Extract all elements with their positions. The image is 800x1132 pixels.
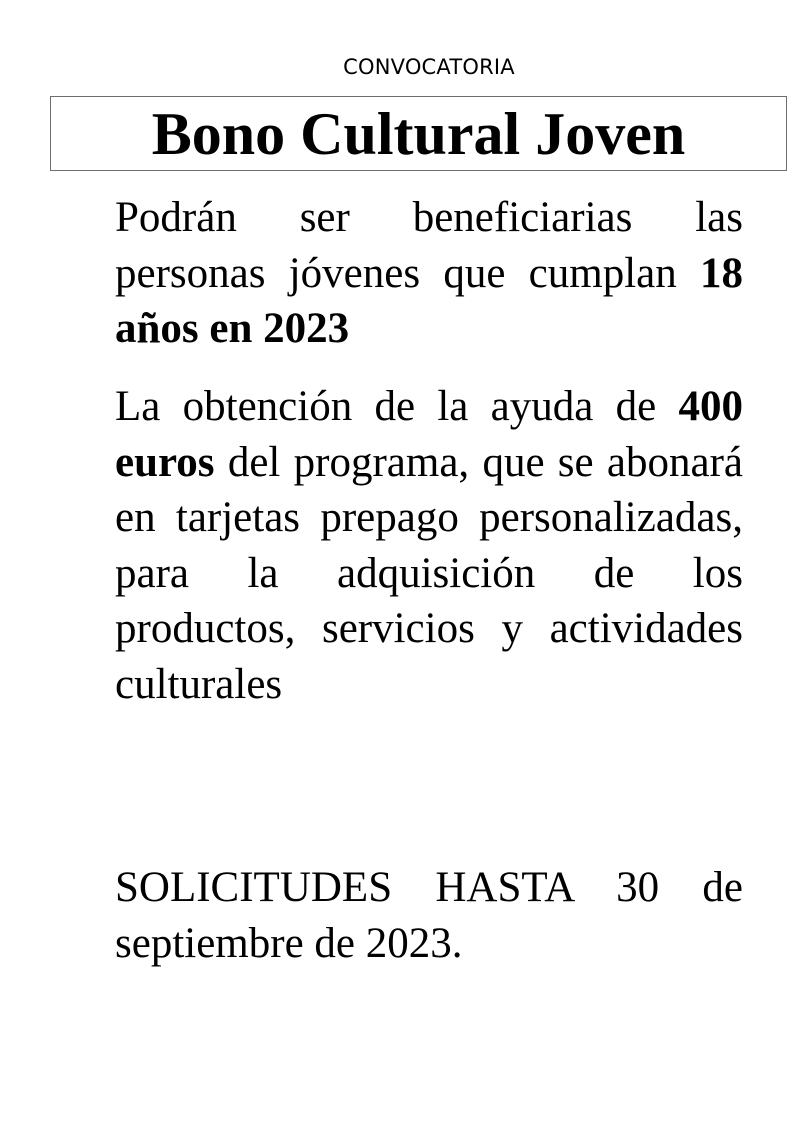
benefit-amount-highlight: 400 euros (115, 383, 743, 486)
deadline-text: SOLICITUDES HASTA 30 de septiembre de 2023. (115, 864, 743, 967)
benefit-lead-text: La obtención de la ayuda de (115, 383, 679, 430)
eligibility-paragraph (115, 190, 743, 357)
document-title: Bono Cultural Joven (151, 100, 686, 167)
title-box (50, 96, 787, 171)
benefit-rest-text: del programa, que se abonará en tarjetas prepago personalizadas, para la adquisición de los productos, servicios y actividades culturales (115, 438, 743, 708)
eligibility-age-highlight: 18 años en 2023 (115, 249, 743, 352)
eligibility-text: Podrán ser beneficiarias las personas jóvenes que cumplan (115, 194, 743, 297)
deadline-paragraph (115, 860, 743, 971)
benefit-paragraph (115, 379, 743, 712)
document-kicker: CONVOCATORIA (343, 55, 515, 79)
